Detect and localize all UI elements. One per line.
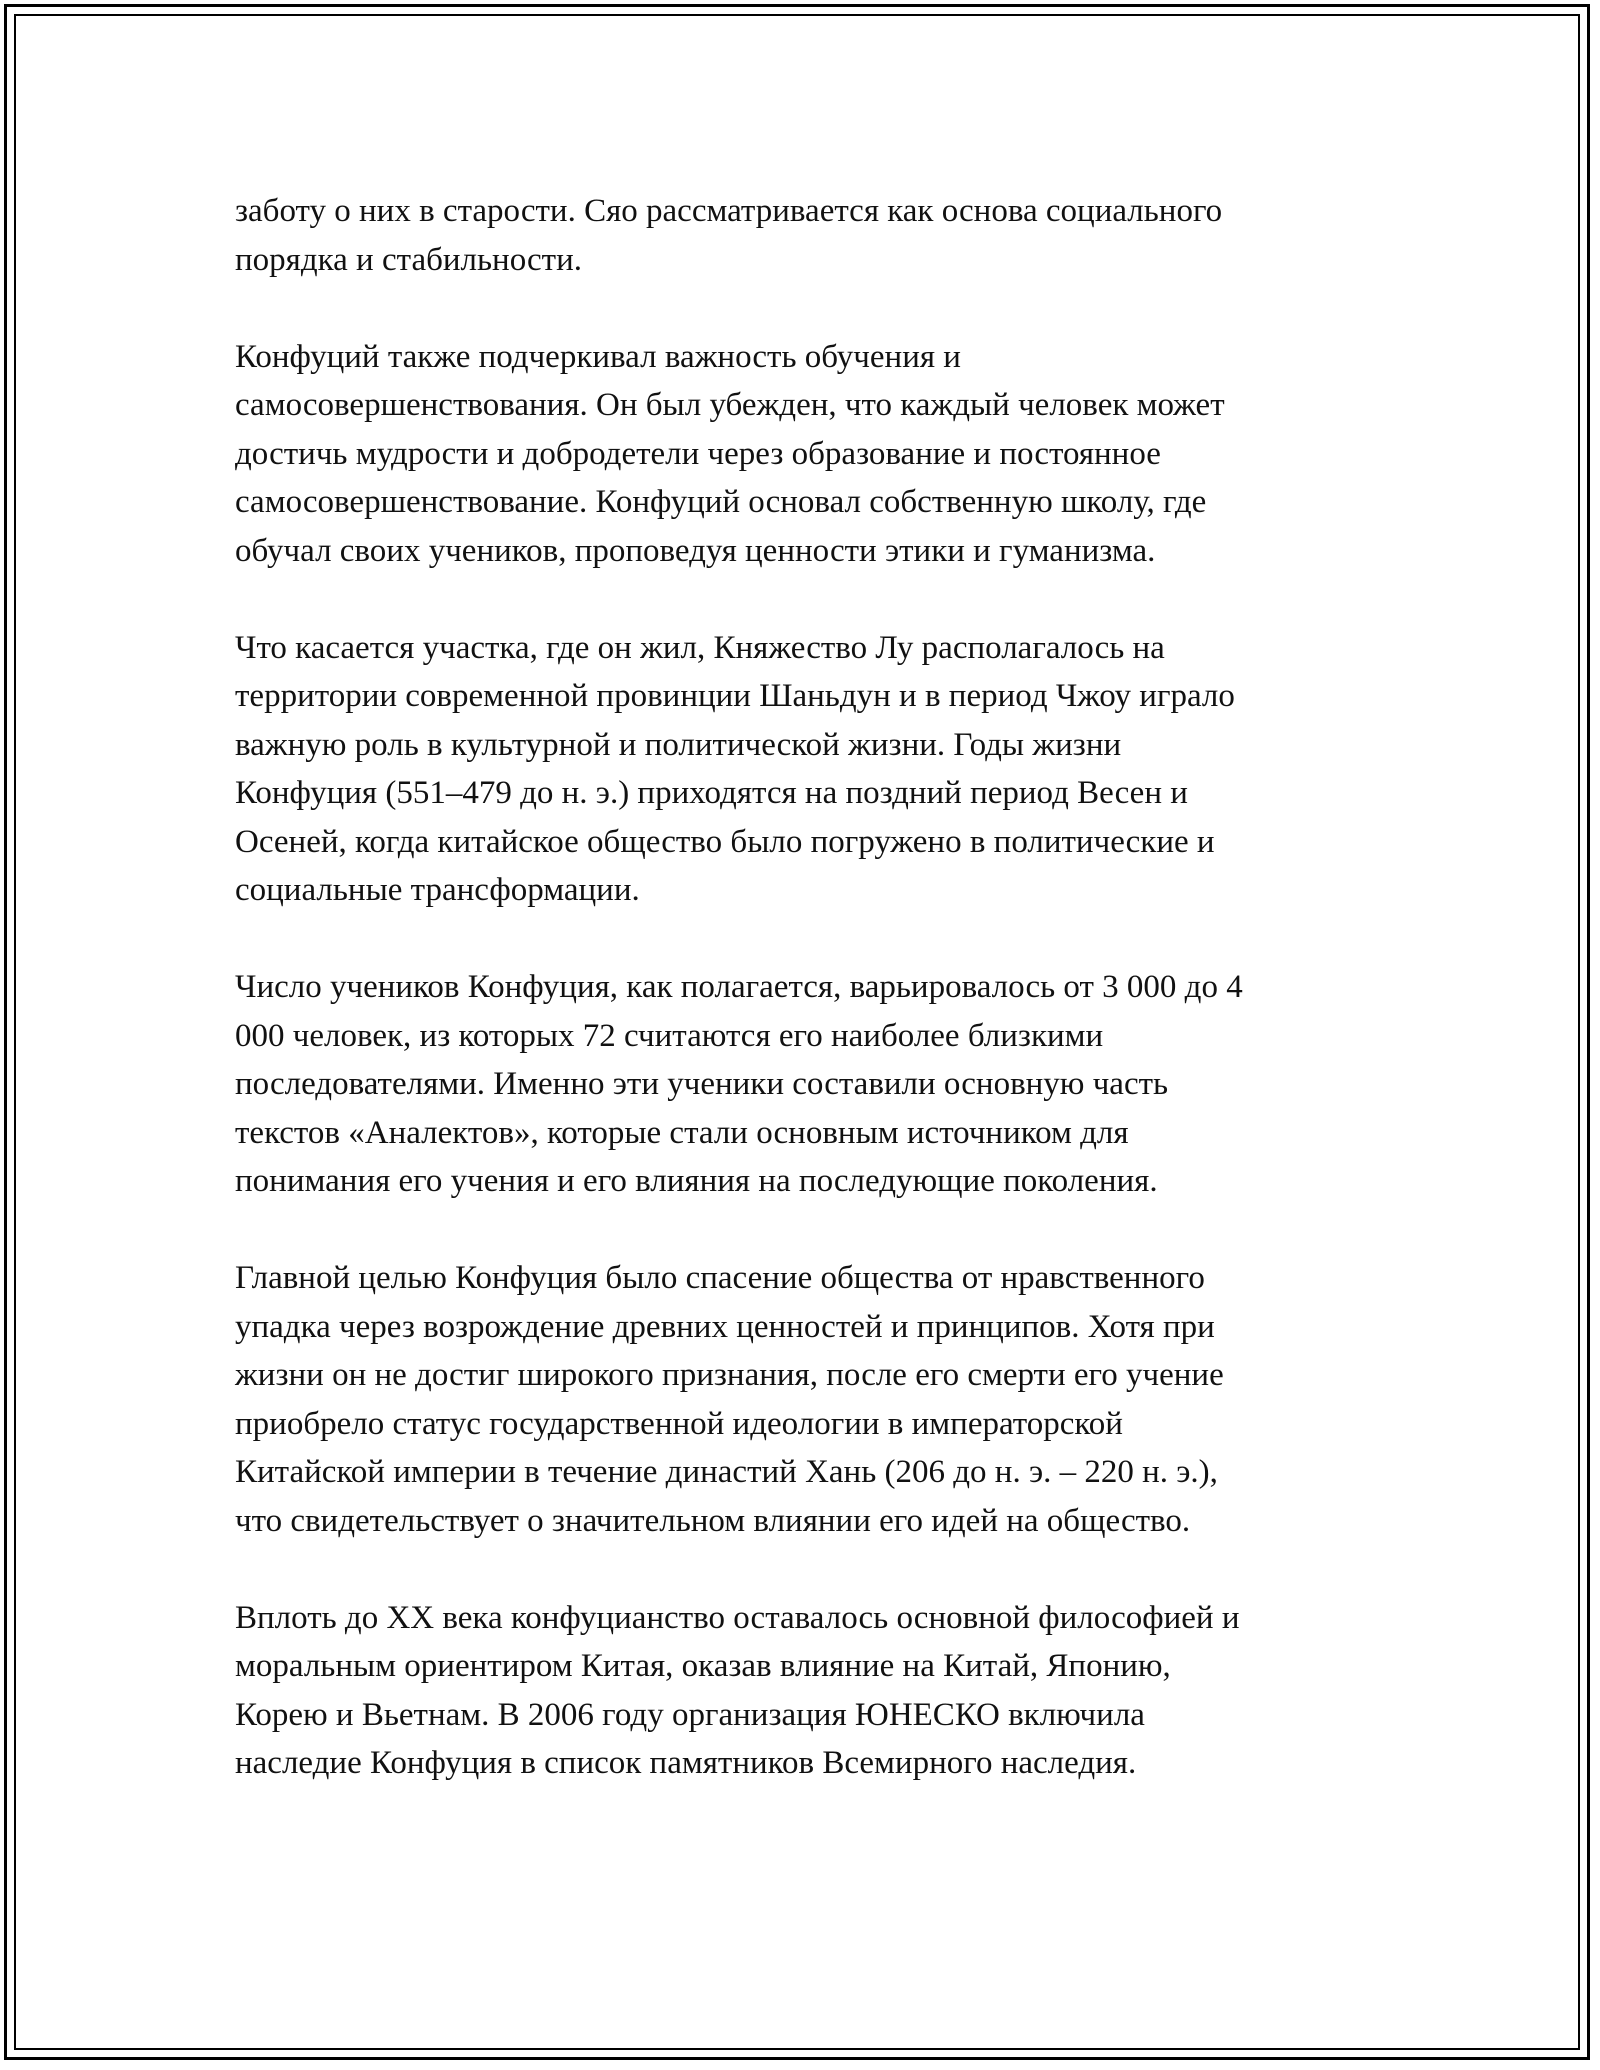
paragraph-filial-piety-end: заботу о них в старости. Сяо рассматривается как основа социального порядка и стабильности. xyxy=(235,193,1223,278)
document-body xyxy=(235,187,1385,1836)
paragraph-disciples: Число учеников Конфуция, как полагается, варьировалось от 3 000 до 4 000 человек, из которых 72 считаются его наиболее близкими последователями. Именно эти ученики составили основную часть текстов «Аналектов», которые стали основным источником для понимания его учения и его влияния на последующие поколения. xyxy=(235,969,1243,1199)
paragraph-state-of-lu: Что касается участка, где он жил, Княжество Лу располагалось на территории современной провинции Шаньдун и в период Чжоу играло важную роль в культурной и политической жизни. Годы жизни Конфуция (551–479 до н. э.) приходятся на поздний период Весен и Осеней, когда китайское общество было погружено в политические и социальные трансформации. xyxy=(235,629,1235,908)
paragraph-legacy: Вплоть до XX века конфуцианство оставалось основной философией и моральным ориентиром Китая, оказав влияние на Китай, Японию, Корею и Вьетнам. В 2006 году организация ЮНЕСКО включила наследие Конфуция в список памятников Всемирного наследия. xyxy=(235,1599,1240,1781)
paragraph-main-goal: Главной целью Конфуция было спасение общества от нравственного упадка через возрождение древних ценностей и принципов. Хотя при жизни он не достиг широкого признания, после его смерти его учение приобрело статус государственной идеологии в императорской Китайской империи в течение династий Хань (206 до н. э. – 220 н. э.), что свидетельствует о значительном влиянии его идей на общество. xyxy=(235,1260,1224,1539)
paragraph-education: Конфуций также подчеркивал важность обучения и самосовершенствования. Он был убежден, что каждый человек может достичь мудрости и добродетели через образование и постоянное самосовершенствование. Конфуций основал собственную школу, где обучал своих учеников, проповедуя ценности этики и гуманизма. xyxy=(235,338,1225,569)
